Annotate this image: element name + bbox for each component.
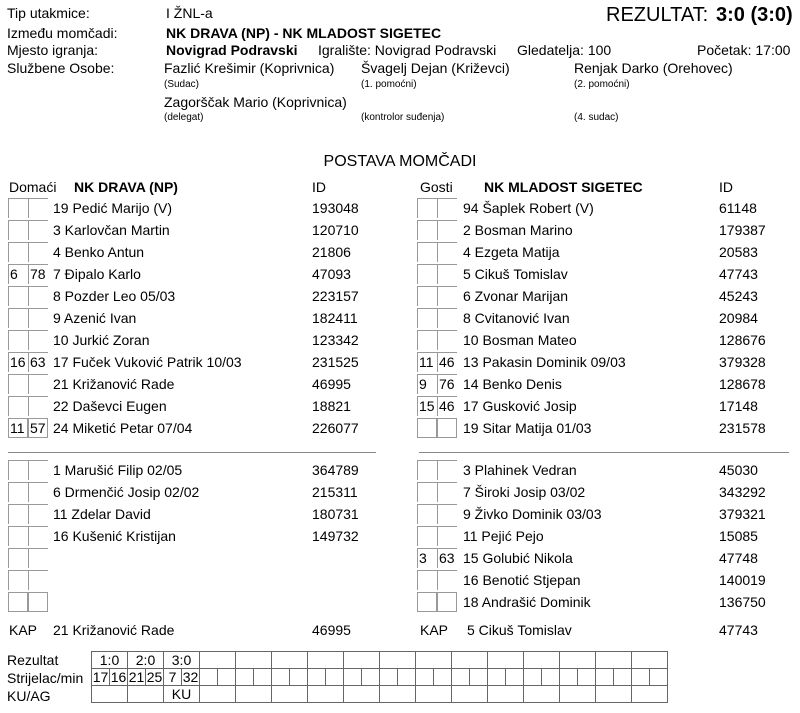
result-cell [524, 652, 560, 669]
official-name: Renjak Darko (Orehovec) [574, 60, 733, 76]
player-entry: 7 Đipalo Karlo [53, 266, 141, 282]
scorer-cell [650, 669, 668, 686]
result-cell: 3:0 [164, 652, 200, 669]
player-entry: 15 Golubić Nikola [463, 550, 573, 566]
player-id: 343292 [719, 484, 766, 500]
sub-minute-box [417, 330, 437, 350]
sub-player-box [28, 460, 48, 480]
official-role: (2. pomoćni) [574, 79, 630, 90]
player-id: 18821 [312, 398, 351, 414]
match-type-value: I ŽNL-a [166, 5, 213, 21]
away-captain-label: KAP [420, 622, 449, 638]
ku-ag-cell [92, 686, 128, 703]
scorer-cell [380, 669, 398, 686]
scorer-cell [362, 669, 380, 686]
player-entry: 4 Benko Antun [53, 244, 145, 260]
sub-minute-box [8, 396, 28, 416]
sub-player-box [28, 308, 48, 328]
sub-player-box [437, 308, 457, 328]
scorer-cell [218, 669, 236, 686]
player-entry: 13 Pakasin Dominik 09/03 [463, 354, 626, 370]
scorer-cell [596, 669, 614, 686]
sub-minute-box: 11 [8, 418, 28, 438]
scorer-cell [488, 669, 506, 686]
player-entry: 94 Šaplek Robert (V) [463, 200, 594, 216]
sub-minute-box [417, 418, 437, 438]
player-entry: 17 Gusković Josip [463, 398, 577, 414]
player-id: 231578 [719, 420, 766, 436]
sub-player-box [28, 570, 48, 590]
sub-minute-box [8, 242, 28, 262]
player-entry: 17 Fuček Vuković Patrik 10/03 [53, 354, 242, 370]
scorer-cell [542, 669, 560, 686]
scorer-cell [524, 669, 542, 686]
player-entry: 10 Bosman Mateo [463, 332, 577, 348]
result-cell [308, 652, 344, 669]
player-id: 140019 [719, 572, 766, 588]
scorer-cell [578, 669, 596, 686]
ku-ag-cell [128, 686, 164, 703]
home-team-name: NK DRAVA (NP) [74, 179, 178, 195]
player-entry: 8 Cvitanović Ivan [463, 310, 570, 326]
sub-minute-box [417, 570, 437, 590]
sub-minute-box: 15 [417, 396, 437, 416]
player-entry: 11 Pejić Pejo [463, 528, 544, 544]
player-entry: 9 Azenić Ivan [53, 310, 137, 326]
match-type-label: Tip utakmice: [7, 5, 90, 21]
player-id: 226077 [312, 420, 359, 436]
scorer-cell [272, 669, 290, 686]
player-entry: 8 Pozder Leo 05/03 [53, 288, 176, 304]
match-teams: NK DRAVA (NP) - NK MLADOST SIGETEC [166, 25, 442, 41]
sub-player-box: 78 [28, 264, 48, 284]
scorer-cell: 16 [110, 669, 127, 685]
sub-minute-box [417, 460, 437, 480]
player-id: 379328 [719, 354, 766, 370]
player-id: 128676 [719, 332, 766, 348]
player-entry: 6 Drmenčić Josip 02/02 [53, 484, 200, 500]
sub-player-box: 63 [437, 548, 457, 568]
result-cell [488, 652, 524, 669]
sub-player-box [437, 220, 457, 240]
player-entry: 4 Ezgeta Matija [463, 244, 560, 260]
scorer-cell [398, 669, 416, 686]
result-cell [632, 652, 668, 669]
sub-minute-box [8, 592, 28, 612]
player-id: 45243 [719, 288, 758, 304]
player-id: 193048 [312, 200, 359, 216]
scorer-cell [236, 669, 254, 686]
result-cell [344, 652, 380, 669]
sub-minute-box [417, 220, 437, 240]
ku-ag-cell [488, 686, 524, 703]
home-side-label: Domaći [9, 179, 57, 195]
player-entry: 14 Benko Denis [463, 376, 562, 392]
sub-player-box [28, 504, 48, 524]
scorer-cell [308, 669, 326, 686]
ground-text: Igralište: Novigrad Podravski [318, 42, 497, 58]
venue-label: Mjesto igranja: [7, 42, 99, 58]
player-id: 364789 [312, 462, 359, 478]
official-name: Švagelj Dejan (Križevci) [361, 60, 510, 76]
ku-ag-cell [344, 686, 380, 703]
player-id: 45030 [719, 462, 758, 478]
result-label: REZULTAT: [606, 4, 709, 26]
sub-minute-box [8, 330, 28, 350]
sub-minute-box [8, 220, 28, 240]
player-id: 47743 [719, 266, 758, 282]
away-id-header: ID [719, 179, 733, 195]
sub-player-box [28, 482, 48, 502]
player-entry: 1 Marušić Filip 02/05 [53, 462, 183, 478]
player-entry: 19 Pedić Marijo (V) [53, 200, 173, 216]
official-name: Fazlić Krešimir (Koprivnica) [164, 60, 335, 76]
scorer-cell: 25 [146, 669, 163, 685]
sub-player-box [437, 198, 457, 218]
player-id: 47093 [312, 266, 351, 282]
player-id: 61148 [719, 200, 757, 216]
ku-ag-cell [200, 686, 236, 703]
scorer-cell [254, 669, 272, 686]
away-captain-id: 47743 [719, 622, 758, 638]
scorer-cell [200, 669, 218, 686]
player-id: 15085 [719, 528, 758, 544]
sub-player-box [28, 592, 48, 612]
score-grid [91, 651, 668, 703]
ku-ag-cell [452, 686, 488, 703]
sub-player-box [437, 264, 457, 284]
scorer-cell [416, 669, 434, 686]
sub-minute-box [8, 198, 28, 218]
scorer-cell [326, 669, 344, 686]
sub-minute-box [8, 286, 28, 306]
sub-player-box [28, 396, 48, 416]
sub-minute-box [8, 482, 28, 502]
official-role: (Sudac) [164, 79, 200, 90]
player-entry: 21 Križanović Rade [53, 376, 175, 392]
scorer-cell [614, 669, 632, 686]
player-entry: 24 Miketić Petar 07/04 [53, 420, 193, 436]
scorer-row-label: Strijelac/min [7, 670, 84, 686]
player-id: 46995 [312, 376, 351, 392]
sub-minute-box: 9 [417, 374, 437, 394]
player-id: 180731 [312, 506, 359, 522]
sub-player-box: 46 [437, 396, 457, 416]
player-entry: 7 Široki Josip 03/02 [463, 484, 586, 500]
officials-label: Službene Osobe: [7, 60, 115, 76]
player-entry: 16 Benotić Stjepan [463, 572, 581, 588]
sub-player-box [437, 330, 457, 350]
sub-player-box: 76 [437, 374, 457, 394]
scorer-cell [470, 669, 488, 686]
scorer-cell [560, 669, 578, 686]
player-entry: 11 Zdelar David [53, 506, 151, 522]
result-cell [452, 652, 488, 669]
official-role: (1. pomoćni) [361, 79, 417, 90]
sub-minute-box [8, 504, 28, 524]
away-divider [419, 452, 789, 453]
player-id: 20583 [719, 244, 758, 260]
sub-minute-box [417, 504, 437, 524]
sub-minute-box [417, 286, 437, 306]
sub-minute-box [417, 308, 437, 328]
sub-player-box [28, 198, 48, 218]
ku-ag-cell [380, 686, 416, 703]
scorer-cell: 17 [92, 669, 109, 685]
sub-minute-box [8, 526, 28, 546]
ku-ag-cell [524, 686, 560, 703]
result-cell [272, 652, 308, 669]
sub-minute-box [417, 526, 437, 546]
player-entry: 3 Plahinek Vedran [463, 462, 577, 478]
player-id: 120710 [312, 222, 359, 238]
result-row-label: Rezultat [7, 652, 59, 668]
official-role: (kontrolor suđenja) [361, 112, 445, 123]
sub-player-box [437, 592, 457, 612]
sub-player-box [437, 286, 457, 306]
player-id: 128678 [719, 376, 766, 392]
ku-ag-cell [308, 686, 344, 703]
sub-minute-box: 16 [8, 352, 28, 372]
sub-player-box: 46 [437, 352, 457, 372]
away-side-label: Gosti [420, 179, 453, 195]
official-name: Zagorščak Mario (Koprivnica) [164, 94, 347, 110]
sub-player-box [437, 482, 457, 502]
result-cell: 2:0 [128, 652, 164, 669]
result-cell [380, 652, 416, 669]
sub-minute-box [417, 592, 437, 612]
ku-ag-cell [416, 686, 452, 703]
result-value: 3:0 (3:0) [716, 4, 793, 26]
player-entry: 19 Sitar Matija 01/03 [463, 420, 592, 436]
sub-player-box [437, 526, 457, 546]
player-entry: 6 Zvonar Marijan [463, 288, 569, 304]
sub-minute-box [8, 460, 28, 480]
home-captain-id: 46995 [312, 622, 351, 638]
player-id: 182411 [312, 310, 358, 326]
ku-ag-cell [632, 686, 668, 703]
venue-value: Novigrad Podravski [166, 42, 298, 58]
result-cell: 1:0 [92, 652, 128, 669]
player-entry: 16 Kušenić Kristijan [53, 528, 176, 544]
sub-minute-box [8, 570, 28, 590]
ku-ag-cell [596, 686, 632, 703]
scorer-cell: 32 [182, 669, 199, 685]
sub-minute-box [8, 308, 28, 328]
player-entry: 10 Jurkić Zoran [53, 332, 150, 348]
away-captain: 5 Cikuš Tomislav [467, 622, 572, 638]
result-cell [560, 652, 596, 669]
result-cell [596, 652, 632, 669]
sub-minute-box [417, 482, 437, 502]
sub-player-box [28, 286, 48, 306]
sub-player-box [28, 526, 48, 546]
result-cell [236, 652, 272, 669]
sub-minute-box: 6 [8, 264, 28, 284]
sub-player-box [437, 418, 457, 438]
ku-ag-row-label: KU/AG [7, 688, 51, 704]
player-id: 123342 [312, 332, 359, 348]
sub-minute-box: 3 [417, 548, 437, 568]
player-entry: 5 Cikuš Tomislav [463, 266, 568, 282]
player-id: 223157 [312, 288, 359, 304]
sub-player-box [28, 374, 48, 394]
player-entry: 9 Živko Dominik 03/03 [463, 506, 602, 522]
home-captain-label: KAP [9, 622, 38, 638]
player-entry: 22 Daševci Eugen [53, 398, 167, 414]
scorer-cell: 7 [164, 669, 182, 686]
sub-player-box [28, 330, 48, 350]
player-id: 179387 [719, 222, 766, 238]
result-cell [200, 652, 236, 669]
result-cell [416, 652, 452, 669]
player-entry: 18 Andrašić Dominik [463, 594, 591, 610]
player-id: 231525 [312, 354, 359, 370]
sub-minute-box [417, 264, 437, 284]
player-entry: 3 Karlovčan Martin [53, 222, 170, 238]
sub-player-box: 57 [28, 418, 48, 438]
player-id: 17148 [719, 398, 758, 414]
sub-minute-box: 11 [417, 352, 437, 372]
scorer-cell [452, 669, 470, 686]
kickoff-text: Početak: 17:00 [697, 42, 791, 58]
official-role: (delegat) [164, 112, 204, 123]
scorer-cell [344, 669, 362, 686]
sub-player-box [437, 242, 457, 262]
home-id-header: ID [312, 179, 326, 195]
player-id: 379321 [719, 506, 766, 522]
sub-player-box [437, 460, 457, 480]
player-id: 47748 [719, 550, 758, 566]
sub-minute-box [417, 198, 437, 218]
sub-player-box [437, 570, 457, 590]
lineup-title: POSTAVA MOMČADI [323, 153, 477, 170]
ku-ag-cell [560, 686, 596, 703]
player-id: 20984 [719, 310, 758, 326]
spectators-text: Gledatelja: 100 [517, 42, 612, 58]
sub-minute-box [417, 242, 437, 262]
player-id: 149732 [312, 528, 359, 544]
sub-minute-box [8, 374, 28, 394]
player-id: 136750 [719, 594, 766, 610]
scorer-cell [290, 669, 308, 686]
between-label: Između momčadi: [7, 25, 118, 41]
ku-ag-cell: KU [164, 686, 200, 703]
player-id: 215311 [312, 484, 358, 500]
scorer-cell [434, 669, 452, 686]
sub-player-box: 63 [28, 352, 48, 372]
player-entry: 2 Bosman Marino [463, 222, 573, 238]
scorer-cell [632, 669, 650, 686]
ku-ag-cell [236, 686, 272, 703]
sub-player-box [28, 242, 48, 262]
sub-minute-box [8, 548, 28, 568]
sub-player-box [28, 220, 48, 240]
ku-ag-cell [272, 686, 308, 703]
home-divider [8, 452, 376, 453]
sub-player-box [437, 504, 457, 524]
home-captain: 21 Križanović Rade [53, 622, 175, 638]
scorer-cell: 21 [128, 669, 145, 685]
sub-player-box [28, 548, 48, 568]
official-role: (4. sudac) [574, 112, 619, 123]
away-team-name: NK MLADOST SIGETEC [484, 179, 643, 195]
player-id: 21806 [312, 244, 351, 260]
scorer-cell [506, 669, 524, 686]
